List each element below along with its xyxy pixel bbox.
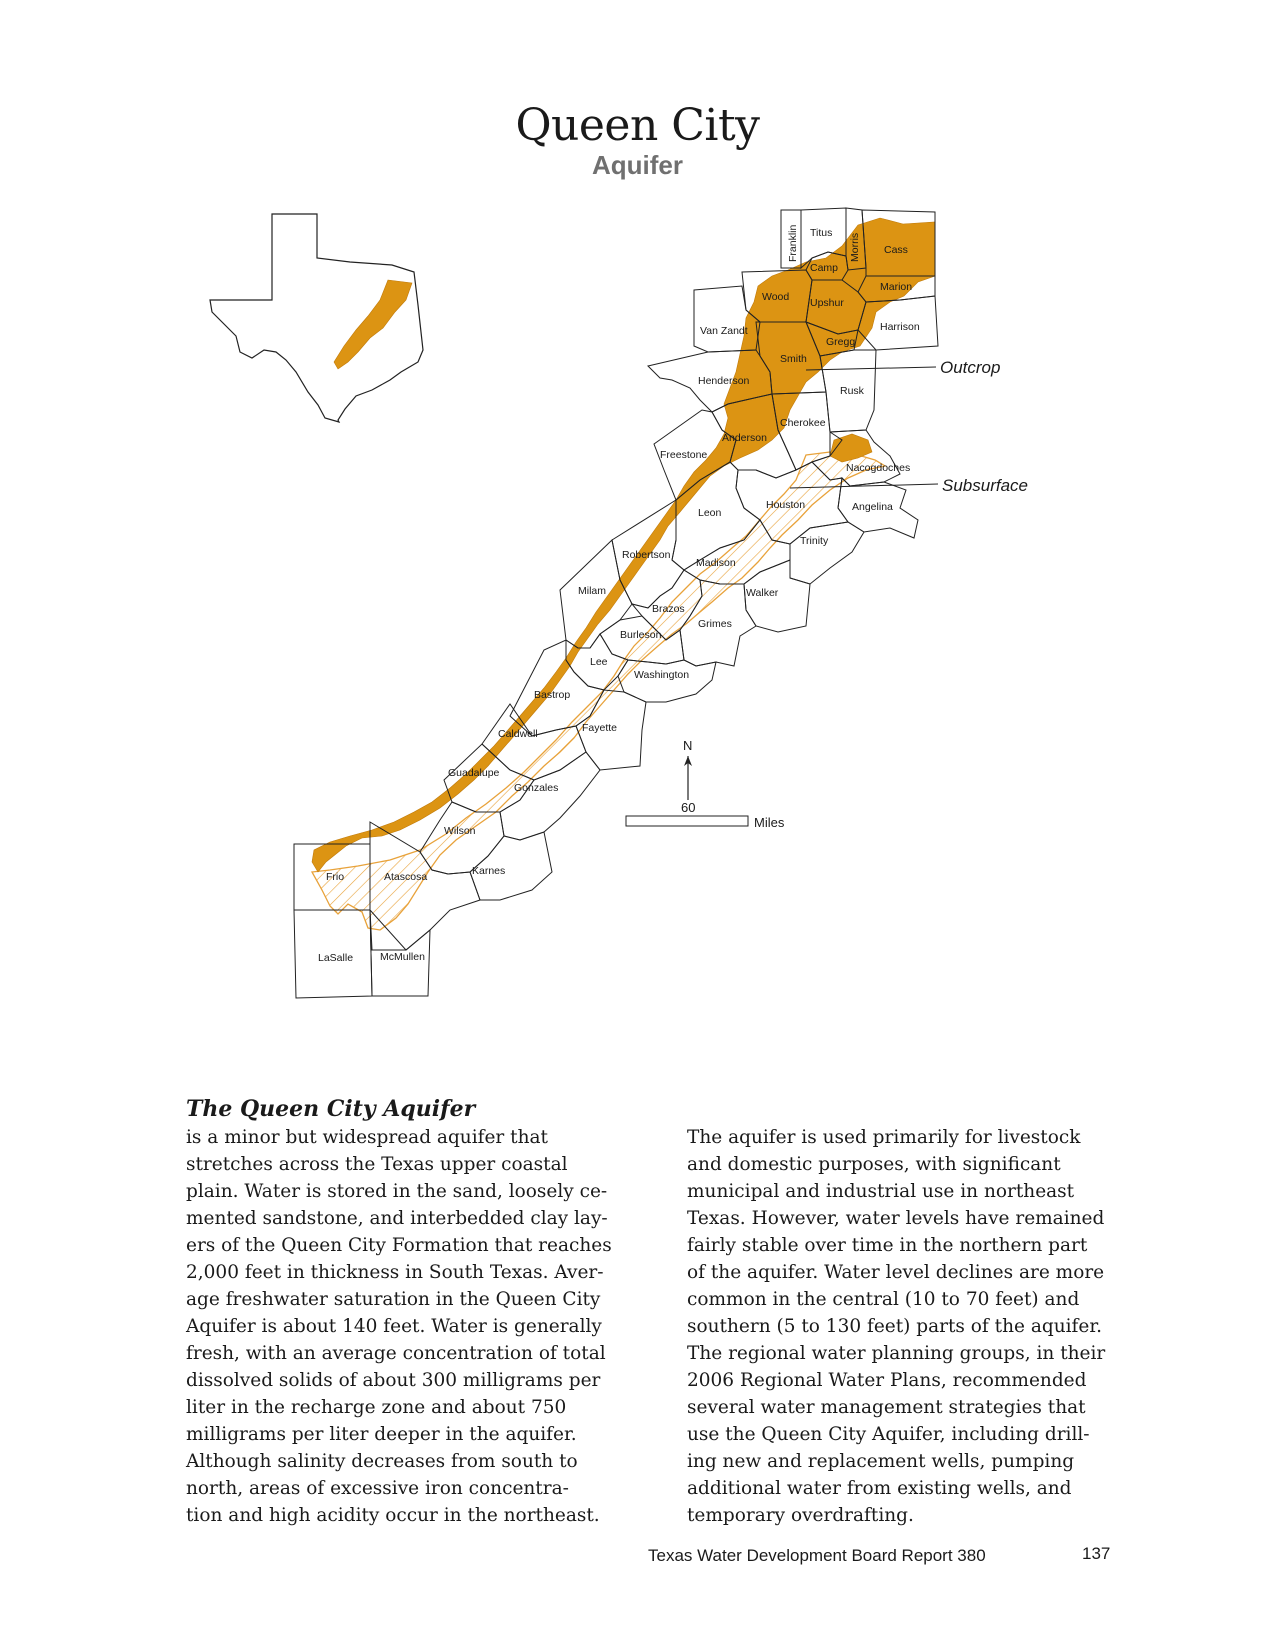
text-line: is a minor but widespread aquifer that <box>186 1127 548 1148</box>
label-fayette: Fayette <box>582 722 618 734</box>
label-camp: Camp <box>810 262 839 274</box>
label-franklin: Franklin <box>787 224 799 262</box>
texas-inset-map <box>210 214 423 422</box>
scale-bar-rect <box>626 816 748 826</box>
label-rusk: Rusk <box>840 385 864 397</box>
text-line: southern (5 to 130 feet) parts of the aquifer. <box>687 1316 1103 1337</box>
label-leon: Leon <box>698 507 722 519</box>
text-line: tion and high acidity occur in the northeast. <box>186 1505 600 1526</box>
section-heading: The Queen City Aquifer <box>186 1096 476 1122</box>
text-line: Texas. However, water levels have remained <box>687 1208 1105 1229</box>
label-henderson: Henderson <box>698 375 750 387</box>
label-brazos: Brazos <box>652 603 685 615</box>
label-anderson: Anderson <box>722 432 767 444</box>
text-line: dissolved solids of about 300 milligrams per <box>186 1370 601 1391</box>
label-atascosa: Atascosa <box>384 871 428 883</box>
text-line: of the aquifer. Water level declines are more <box>687 1262 1105 1283</box>
label-mcmullen: McMullen <box>380 951 425 963</box>
text-line: use the Queen City Aquifer, including drill- <box>687 1424 1090 1445</box>
text-line: additional water from existing wells, and <box>687 1478 1072 1499</box>
label-cass: Cass <box>884 244 908 256</box>
label-walker: Walker <box>746 587 779 599</box>
label-gonzales: Gonzales <box>514 782 559 794</box>
text-line: fairly stable over time in the northern part <box>687 1235 1088 1256</box>
county-gonzales <box>500 752 600 840</box>
label-caldwell: Caldwell <box>498 728 538 740</box>
text-line: 2,000 feet in thickness in South Texas. Aver- <box>186 1262 604 1283</box>
body-column-right <box>687 1124 1117 1529</box>
outcrop-leader-line <box>806 367 936 370</box>
text-line: common in the central (10 to 70 feet) and <box>687 1289 1080 1310</box>
text-line: 2006 Regional Water Plans, recommended <box>687 1370 1087 1391</box>
label-burleson: Burleson <box>620 629 662 641</box>
text-line: fresh, with an average concentration of total <box>186 1343 606 1364</box>
scale-unit: Miles <box>754 815 785 830</box>
label-bastrop: Bastrop <box>534 689 571 701</box>
texas-outline <box>210 214 423 422</box>
text-line: The aquifer is used primarily for livestock <box>687 1127 1081 1148</box>
label-van-zandt: Van Zandt <box>700 325 748 337</box>
text-line: mented sandstone, and interbedded clay lay- <box>186 1208 608 1229</box>
label-wood: Wood <box>762 291 790 303</box>
label-milam: Milam <box>578 585 606 597</box>
label-wilson: Wilson <box>444 825 476 837</box>
subsurface-callout: Subsurface <box>942 476 1028 495</box>
text-line: The regional water planning groups, in their <box>687 1343 1106 1364</box>
page-subtitle: Aquifer <box>592 150 683 180</box>
label-trinity: Trinity <box>800 535 829 547</box>
text-line: temporary overdrafting. <box>687 1505 914 1526</box>
text-line: stretches across the Texas upper coastal <box>186 1154 568 1175</box>
text-line: and domestic purposes, with significant <box>687 1154 1061 1175</box>
label-angelina: Angelina <box>852 501 893 513</box>
text-line: municipal and industrial use in northeast <box>687 1181 1075 1202</box>
text-line: plain. Water is stored in the sand, loosely ce- <box>186 1181 608 1202</box>
subsurface-zone <box>312 452 885 930</box>
text-line: ers of the Queen City Formation that reaches <box>186 1235 612 1256</box>
page-title: Queen City <box>515 100 760 151</box>
scale-value: 60 <box>681 800 696 815</box>
north-arrow <box>683 738 692 800</box>
label-gregg: Gregg <box>826 336 856 348</box>
scale-bar <box>626 800 785 830</box>
label-guadalupe: Guadalupe <box>448 767 500 779</box>
label-washington: Washington <box>634 669 690 681</box>
label-robertson: Robertson <box>622 549 671 561</box>
text-line: ing new and replacement wells, pumping <box>687 1451 1075 1472</box>
body-column-left <box>186 1124 616 1529</box>
outcrop-callout: Outcrop <box>940 358 1001 377</box>
text-line: north, areas of excessive iron concentra- <box>186 1478 569 1499</box>
label-houston: Houston <box>766 499 806 511</box>
label-freestone: Freestone <box>660 449 708 461</box>
page-number: 137 <box>1082 1544 1111 1563</box>
label-grimes: Grimes <box>698 618 732 630</box>
label-upshur: Upshur <box>810 297 844 309</box>
text-line: milligrams per liter deeper in the aquifer. <box>186 1424 577 1445</box>
label-karnes: Karnes <box>472 865 506 877</box>
text-line: Although salinity decreases from south to <box>186 1451 578 1472</box>
label-harrison: Harrison <box>880 321 920 333</box>
footer-report: Texas Water Development Board Report 380 <box>648 1546 986 1565</box>
text-line: age freshwater saturation in the Queen City <box>186 1289 601 1310</box>
label-smith: Smith <box>780 353 807 365</box>
label-lasalle: LaSalle <box>318 952 354 964</box>
label-frio: Frio <box>326 871 345 883</box>
label-titus: Titus <box>810 227 833 239</box>
north-label: N <box>683 738 693 753</box>
label-madison: Madison <box>696 557 736 569</box>
text-line: several water management strategies that <box>687 1397 1086 1418</box>
text-line: liter in the recharge zone and about 750 <box>186 1397 567 1418</box>
text-line: Aquifer is about 140 feet. Water is generally <box>186 1316 602 1337</box>
label-morris: Morris <box>849 232 861 262</box>
label-cherokee: Cherokee <box>780 417 826 429</box>
county-trinity <box>790 522 864 584</box>
label-marion: Marion <box>880 281 913 293</box>
label-nacogdoches: Nacogdoches <box>846 462 911 474</box>
label-lee: Lee <box>590 656 608 668</box>
